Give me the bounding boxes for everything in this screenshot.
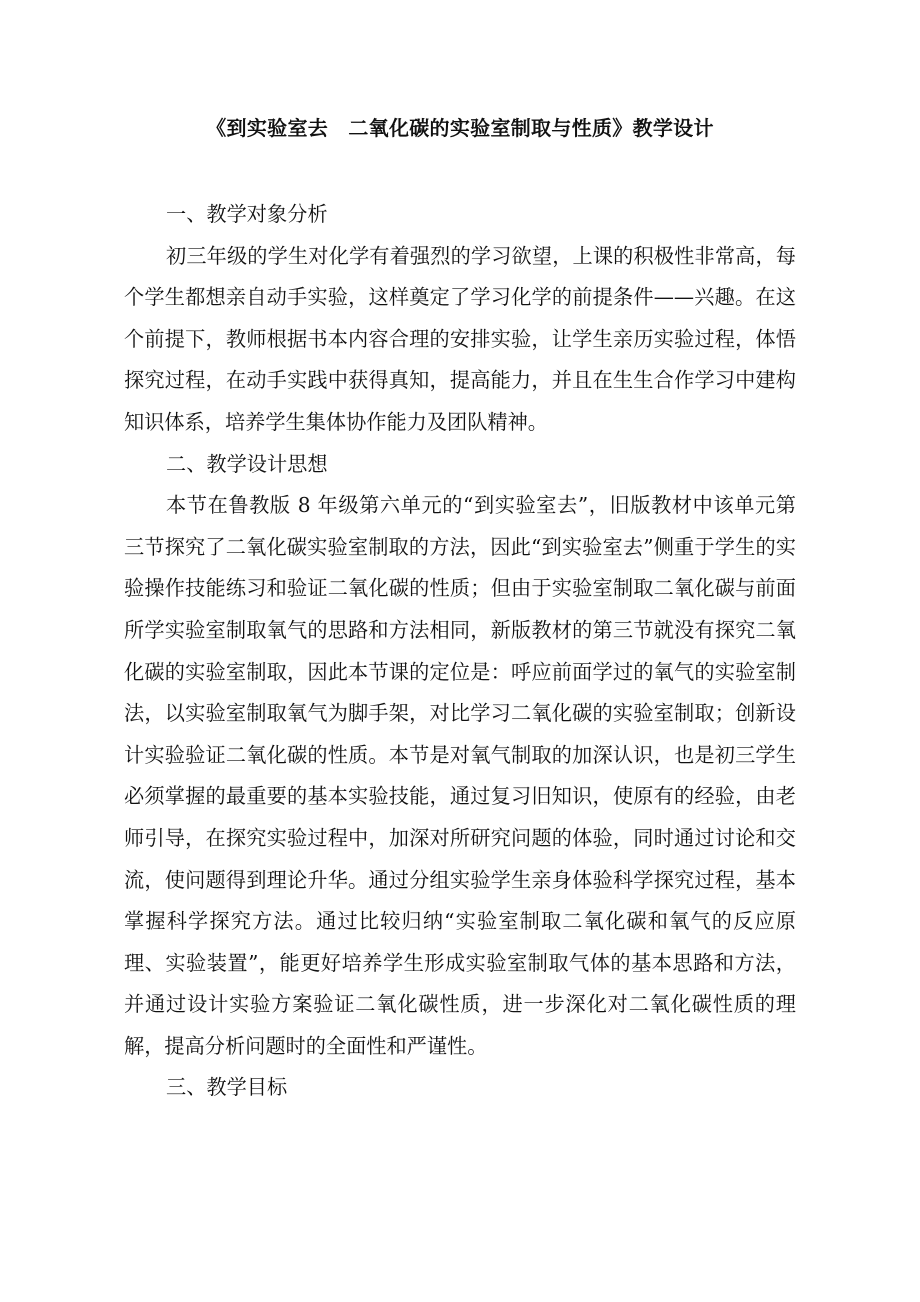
paragraph-design-idea: 本节在鲁教版 8 年级第六单元的“到实验室去”，旧版教材中该单元第三节探究了二氧化碳实验室制取的方法，因此“到实验室去”侧重于学生的实验操作技能练习和验证二氧化碳的性质；但由于实验室制取二氧化碳与前面所学实验室制取氧气的思路和方法相同，新版教材的第三节就没有探究二氧化碳的实验室制取，因此本节课的定位是：呼应前面学过的氧气的实验室制法，以实验室制取氧气为脚手架，对比学习二氧化碳的实验室制取；创新设计实验验证二氧化碳的性质。本节是对氧气制取的加深认识，也是初三学生必须掌握的最重要的基本实验技能，通过复习旧知识，使原有的经验，由老师引导，在探究实验过程中，加深对所研究问题的体验，同时通过讨论和交流，使问题得到理论升华。通过分组实验学生亲身体验科学探究过程，基本掌握科学探究方法。通过比较归纳“实验室制取二氧化碳和氧气的反应原理、实验装置”，能更好培养学生形成实验室制取气体的基本思路和方法，并通过设计实验方案验证二氧化碳性质，进一步深化对二氧化碳性质的理解，提高分析问题时的全面性和严谨性。 bbox=[124, 493, 796, 1058]
section-heading-design-idea: 二、教学设计思想 bbox=[166, 451, 328, 476]
section-heading-teaching-goals: 三、教学目标 bbox=[166, 1075, 288, 1100]
document-body bbox=[124, 194, 796, 1109]
section-heading-object-analysis: 一、教学对象分析 bbox=[166, 202, 328, 226]
paragraph-object-analysis: 初三年级的学生对化学有着强烈的学习欲望，上课的积极性非常高，每个学生都想亲自动手实验，这样奠定了学习化学的前提条件——兴趣。在这个前提下，教师根据书本内容合理的安排实验，让学生亲历实验过程，体悟探究过程，在动手实践中获得真知，提高能力，并且在生生合作学习中建构知识体系，培养学生集体协作能力及团队精神。 bbox=[124, 243, 796, 434]
document-title: 《到实验室去 二氧化碳的实验室制取与性质》教学设计 bbox=[206, 116, 714, 140]
